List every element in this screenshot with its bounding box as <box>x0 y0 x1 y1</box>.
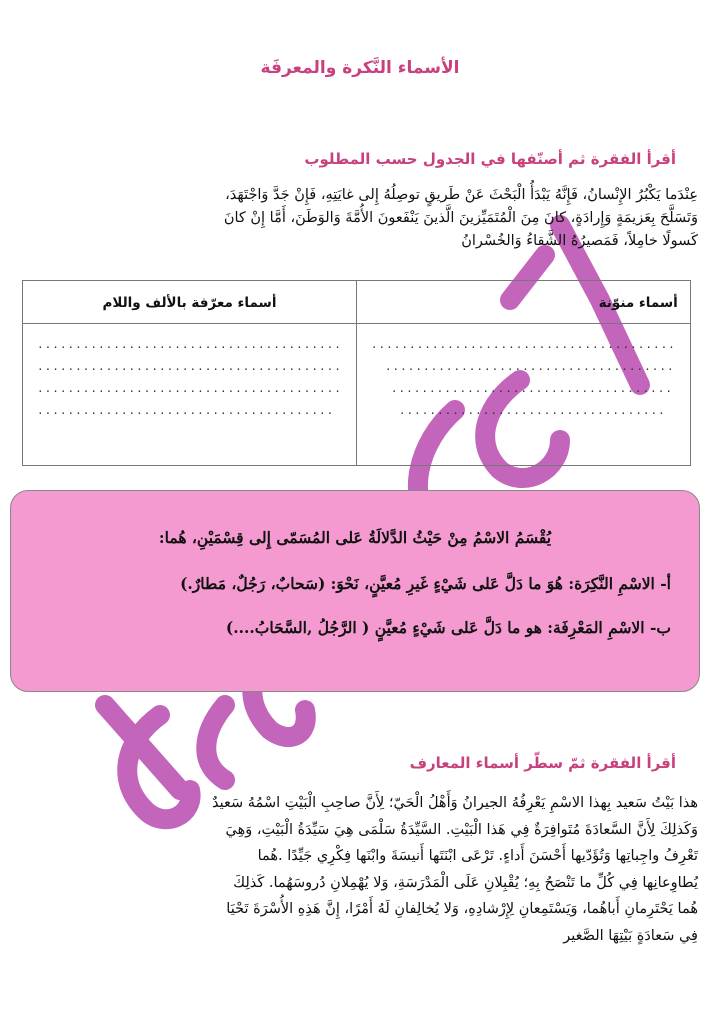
dotted-answer-line[interactable]: ........................................ <box>37 382 342 395</box>
column-header-indefinite: أسماء منوّنة <box>356 281 690 324</box>
classification-table <box>22 280 691 466</box>
rule-definite: ب- الاسْمِ المَعْرِفَة: هو ما دَلَّ عَلى شَيْءٍ مُعيَّنٍ ( الرَّجُلُ ,السَّحَابُ....) <box>225 618 671 637</box>
paragraph-line: وَتَسَلَّحَ بِعَزيمَةٍ وَإِرادَةٍ، كانَ مِنَ الْمُتَمَيِّزينَ الَّذينَ يَنْفَعونَ الأُمَّةَ وَالوَطَنَ، أَمَّا إِنْ كانَ <box>223 210 698 226</box>
dotted-answer-line[interactable]: ........................................ <box>370 338 676 351</box>
answer-cell-indefinite[interactable] <box>356 324 690 466</box>
column-header-definite: أسماء معرّفة بالألف واللام <box>23 281 357 324</box>
dotted-answer-line[interactable]: ..................................... <box>390 382 673 395</box>
rule-definition-box <box>10 490 700 692</box>
section2-paragraph <box>20 790 698 949</box>
page-title: الأسماء النَّكرة والمعرفَة <box>260 58 460 78</box>
rule-intro: يُقْسَمُ الاسْمُ مِنْ حَيْثُ الدَّلالَةُ عَلى المُسَمّى إِلى قِسْمَيْنِ، هُما: <box>158 528 552 547</box>
section2-heading: أقرأ الفقرة ثمّ سطّر أسماء المعارف <box>409 754 676 772</box>
dotted-answer-line[interactable]: ........................................ <box>37 338 342 351</box>
paragraph-line: عِنْدَما يَكْبُرُ الإِنْسانُ، فَإِنَّهُ يَبْدَأُ الْبَحْثَ عَنْ طَريقٍ توصِلُهُ إِلى غايَتِهِ، فَإِنْ جَدَّ وَاجْتَهَدَ، <box>225 187 698 203</box>
paragraph-line: تَعْرِفُ واجِباتِها وَتُؤَدّيها أَحْسَنَ أَداءٍ. تَرْعَى ابْنَتَها أَنيسَةَ وابْنَها فِكْرِي جَيِّدًا .هُما <box>257 848 698 864</box>
section1-heading: أقرأ الفقرة ثم أصنّفها في الجدول حسب المطلوب <box>304 150 676 168</box>
dotted-answer-line[interactable]: ....................................... <box>37 404 335 417</box>
paragraph-line: وَكَذلِكَ لِأَنَّ السَّعادَةَ مُتَوافِرَةٌ فِي هَذا الْبَيْتِ. السَّيِّدَةُ سَلْمَى هِيَ سَيِّدَةُ الْبَيْتِ، وَهِيَ <box>225 821 698 838</box>
dotted-answer-line[interactable]: ........................................ <box>37 360 342 373</box>
paragraph-line: هذا بَيْتُ سَعيد بِهذا الاسْمِ يَعْرِفُهُ الجيرانُ وَأَهْلُ الْحَيّ؛ لِأَنَّ صاحِبِ الْبَيْتِ اسْمُهُ سَعيدٌ <box>212 795 698 811</box>
paragraph-line: يُطاوِعانِها فِي كُلِّ ما تَنْصَحُ بِهِ؛ يُقْبِلانِ عَلَى الْمَدْرَسَةِ، وَلا يُهْمِلانِ دُروسَهُما. كَذلِكَ <box>233 874 698 891</box>
answer-cell-definite[interactable] <box>23 324 357 466</box>
rule-indefinite: أ- الاسْمِ النَّكِرَة: هُوَ ما دَلَّ عَلى شَيْءٍ غَيرِ مُعيَّنٍ، نَحْوَ: (سَحابٌ، رَجُلٌ، مَطارٌ.) <box>180 574 671 593</box>
section1-paragraph <box>20 184 698 253</box>
paragraph-line: كَسولًا خامِلاً، فَمَصيرُهُ الشَّقاءُ وَالخُسْرانُ <box>461 233 698 249</box>
paragraph-line: هُما يَحْتَرِمانِ أَباهُما، وَيَسْتَمِعانِ لِإِرْشادِهِ، وَلا يُخالِفانِ لَهُ أَمْرًا، إِنَّ هَذِهِ الأُسْرَةَ تَحْيَا <box>226 901 698 917</box>
dotted-answer-line[interactable]: ...................................... <box>384 360 675 373</box>
dotted-answer-line[interactable]: ................................... <box>398 404 666 417</box>
paragraph-line: فِي سَعادَةٍ بَيْتِهَا الصَّغير <box>563 927 698 944</box>
